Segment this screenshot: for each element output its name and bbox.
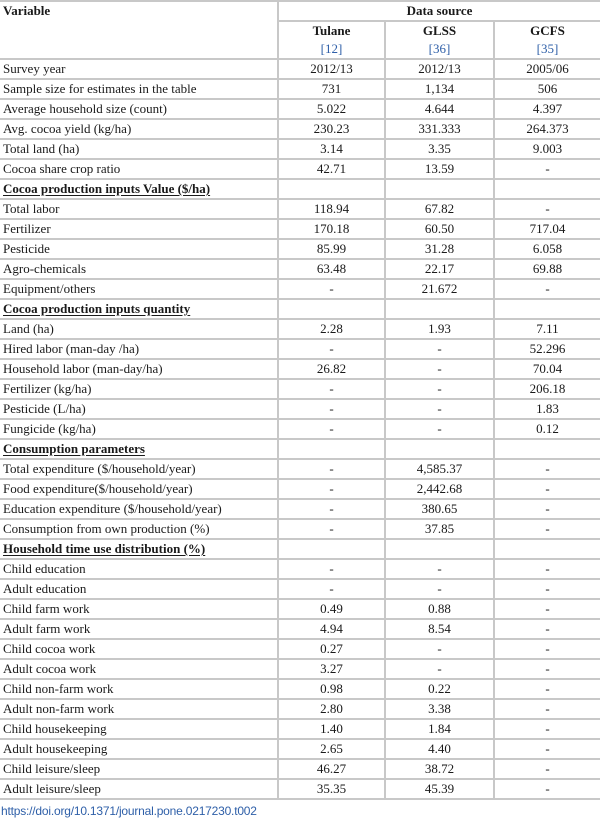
variable-cell [0, 619, 278, 639]
value-cell-tulane: 35.35 [278, 779, 385, 799]
source-name: GCFS [530, 23, 565, 38]
value-cell-tulane [278, 439, 385, 459]
value-cell-glss: 8.54 [385, 619, 494, 639]
variable-label: Education expenditure ($/household/year) [3, 501, 222, 516]
value-cell-gcfs: - [494, 519, 600, 539]
source-header-glss [385, 21, 494, 59]
value-cell-glss: 1.84 [385, 719, 494, 739]
variable-label: Survey year [3, 61, 66, 76]
table-row [0, 579, 600, 599]
variable-cell [0, 119, 278, 139]
value-cell-tulane: 170.18 [278, 219, 385, 239]
value-cell-glss: 0.88 [385, 599, 494, 619]
variable-cell [0, 779, 278, 799]
value-cell-glss: 60.50 [385, 219, 494, 239]
table-row [0, 719, 600, 739]
table-row [0, 779, 600, 799]
value-cell-gcfs: - [494, 659, 600, 679]
source-name: GLSS [422, 23, 457, 38]
variable-cell [0, 699, 278, 719]
variable-label: Hired labor (man-day /ha) [3, 341, 140, 356]
value-cell-gcfs: - [494, 559, 600, 579]
variable-label: Average household size (count) [3, 101, 168, 116]
variable-label: Pesticide (L/ha) [3, 401, 86, 416]
variable-cell [0, 639, 278, 659]
variable-label: Adult cocoa work [3, 661, 97, 676]
table-row [0, 599, 600, 619]
value-cell-glss: 4,585.37 [385, 459, 494, 479]
variable-cell [0, 79, 278, 99]
variable-cell [0, 459, 278, 479]
value-cell-gcfs: - [494, 719, 600, 739]
variable-cell [0, 99, 278, 119]
table-row [0, 699, 600, 719]
variable-label: Adult farm work [3, 621, 91, 636]
value-cell-tulane: 63.48 [278, 259, 385, 279]
variable-label: Fungicide (kg/ha) [3, 421, 96, 436]
value-cell-glss [385, 299, 494, 319]
value-cell-gcfs [494, 539, 600, 559]
variable-label: Child cocoa work [3, 641, 96, 656]
variable-label: Total expenditure ($/household/year) [3, 461, 196, 476]
section-label-cell [0, 299, 278, 319]
value-cell-gcfs: - [494, 159, 600, 179]
table-row [0, 99, 600, 119]
value-cell-gcfs: 4.397 [494, 99, 600, 119]
doi-link[interactable]: https://doi.org/10.1371/journal.pone.0217230.t002 [1, 804, 257, 818]
value-cell-gcfs: - [494, 479, 600, 499]
value-cell-gcfs: 69.88 [494, 259, 600, 279]
variable-cell [0, 279, 278, 299]
section-label-cell [0, 439, 278, 459]
value-cell-gcfs: 6.058 [494, 239, 600, 259]
table-row [0, 679, 600, 699]
variable-cell [0, 659, 278, 679]
table-row [0, 639, 600, 659]
section-label: Consumption parameters [3, 441, 145, 456]
value-cell-gcfs: 264.373 [494, 119, 600, 139]
value-cell-gcfs [494, 179, 600, 199]
source-header-tulane [278, 21, 385, 59]
variable-cell [0, 499, 278, 519]
value-cell-glss: 380.65 [385, 499, 494, 519]
table-header [0, 1, 600, 59]
table-row [0, 279, 600, 299]
value-cell-tulane [278, 179, 385, 199]
value-cell-tulane: - [278, 399, 385, 419]
variable-label: Child leisure/sleep [3, 761, 101, 776]
value-cell-tulane: 46.27 [278, 759, 385, 779]
variable-cell [0, 339, 278, 359]
value-cell-glss: - [385, 579, 494, 599]
value-cell-tulane: - [278, 559, 385, 579]
value-cell-tulane: 2.80 [278, 699, 385, 719]
value-cell-tulane: 731 [278, 79, 385, 99]
variable-cell [0, 259, 278, 279]
value-cell-glss: 331.333 [385, 119, 494, 139]
value-cell-gcfs [494, 299, 600, 319]
variable-cell [0, 599, 278, 619]
value-cell-gcfs: - [494, 619, 600, 639]
variable-cell [0, 519, 278, 539]
table-row [0, 759, 600, 779]
section-header-row [0, 439, 600, 459]
section-label: Cocoa production inputs Value ($/ha) [3, 181, 211, 196]
variable-cell [0, 739, 278, 759]
value-cell-tulane: 3.27 [278, 659, 385, 679]
value-cell-glss: - [385, 559, 494, 579]
section-label: Household time use distribution (%) [3, 541, 206, 556]
source-name: Tulane [312, 23, 351, 38]
variable-label: Agro-chemicals [3, 261, 87, 276]
value-cell-glss: 2,442.68 [385, 479, 494, 499]
variable-cell [0, 139, 278, 159]
variable-label: Fertilizer (kg/ha) [3, 381, 92, 396]
variable-cell [0, 479, 278, 499]
variable-cell [0, 159, 278, 179]
section-label-cell [0, 179, 278, 199]
table-row [0, 499, 600, 519]
variable-cell [0, 239, 278, 259]
value-cell-glss [385, 179, 494, 199]
value-cell-gcfs: 70.04 [494, 359, 600, 379]
variable-label: Household labor (man-day/ha) [3, 361, 163, 376]
value-cell-gcfs: - [494, 779, 600, 799]
table-row [0, 159, 600, 179]
value-cell-gcfs: - [494, 739, 600, 759]
value-cell-tulane: - [278, 279, 385, 299]
table-row [0, 79, 600, 99]
value-cell-gcfs: - [494, 679, 600, 699]
table-row [0, 399, 600, 419]
value-cell-glss: 4.40 [385, 739, 494, 759]
value-cell-gcfs: 717.04 [494, 219, 600, 239]
variable-label: Land (ha) [3, 321, 54, 336]
value-cell-tulane [278, 299, 385, 319]
table-row [0, 739, 600, 759]
variable-label: Total land (ha) [3, 141, 80, 156]
table-row [0, 139, 600, 159]
value-cell-gcfs: - [494, 279, 600, 299]
value-cell-glss: 13.59 [385, 159, 494, 179]
value-cell-gcfs: 7.11 [494, 319, 600, 339]
reference-link[interactable]: [36] [428, 41, 451, 56]
variable-cell [0, 719, 278, 739]
value-cell-tulane: 26.82 [278, 359, 385, 379]
variable-label: Consumption from own production (%) [3, 521, 210, 536]
table-row [0, 259, 600, 279]
value-cell-gcfs: - [494, 759, 600, 779]
section-label-cell [0, 539, 278, 559]
value-cell-gcfs: 0.12 [494, 419, 600, 439]
variable-cell [0, 419, 278, 439]
variable-cell [0, 219, 278, 239]
value-cell-glss: 3.38 [385, 699, 494, 719]
table-row [0, 659, 600, 679]
value-cell-glss: 0.22 [385, 679, 494, 699]
variable-label: Fertilizer [3, 221, 51, 236]
value-cell-gcfs [494, 439, 600, 459]
table-row [0, 339, 600, 359]
value-cell-tulane: 5.022 [278, 99, 385, 119]
section-header-row [0, 179, 600, 199]
value-cell-glss: 45.39 [385, 779, 494, 799]
value-cell-gcfs: 9.003 [494, 139, 600, 159]
value-cell-tulane: - [278, 379, 385, 399]
value-cell-tulane: 42.71 [278, 159, 385, 179]
table-row [0, 199, 600, 219]
value-cell-gcfs: 2005/06 [494, 59, 600, 79]
variable-cell [0, 319, 278, 339]
value-cell-gcfs: - [494, 639, 600, 659]
variable-cell [0, 559, 278, 579]
variable-cell [0, 579, 278, 599]
value-cell-glss [385, 539, 494, 559]
variable-label: Pesticide [3, 241, 50, 256]
value-cell-tulane: 2012/13 [278, 59, 385, 79]
header-row-group [0, 1, 600, 21]
variable-label: Adult housekeeping [3, 741, 108, 756]
section-header-row [0, 299, 600, 319]
value-cell-tulane: 0.98 [278, 679, 385, 699]
value-cell-tulane: 230.23 [278, 119, 385, 139]
variable-label: Cocoa share crop ratio [3, 161, 121, 176]
section-label: Cocoa production inputs quantity [3, 301, 191, 316]
value-cell-tulane: 2.28 [278, 319, 385, 339]
value-cell-gcfs: - [494, 599, 600, 619]
reference-link[interactable]: [35] [536, 41, 559, 56]
variable-label: Child farm work [3, 601, 90, 616]
variable-label: Total labor [3, 201, 60, 216]
value-cell-gcfs: - [494, 499, 600, 519]
table-row [0, 619, 600, 639]
value-cell-glss: 1,134 [385, 79, 494, 99]
value-cell-gcfs: 1.83 [494, 399, 600, 419]
table-row [0, 419, 600, 439]
variable-cell [0, 199, 278, 219]
value-cell-gcfs: - [494, 459, 600, 479]
table-row [0, 359, 600, 379]
reference-link[interactable]: [12] [320, 41, 343, 56]
table-row [0, 479, 600, 499]
value-cell-glss [385, 439, 494, 459]
value-cell-glss: - [385, 339, 494, 359]
value-cell-gcfs: 206.18 [494, 379, 600, 399]
table-row [0, 59, 600, 79]
section-header-row [0, 539, 600, 559]
value-cell-tulane: - [278, 479, 385, 499]
value-cell-glss: - [385, 359, 494, 379]
value-cell-tulane: 118.94 [278, 199, 385, 219]
variable-label: Avg. cocoa yield (kg/ha) [3, 121, 132, 136]
value-cell-glss: 37.85 [385, 519, 494, 539]
value-cell-glss: 22.17 [385, 259, 494, 279]
value-cell-glss: - [385, 379, 494, 399]
value-cell-tulane: - [278, 499, 385, 519]
value-cell-glss: 2012/13 [385, 59, 494, 79]
value-cell-glss: - [385, 419, 494, 439]
table-row [0, 119, 600, 139]
table-row [0, 559, 600, 579]
value-cell-gcfs: 52.296 [494, 339, 600, 359]
variable-cell [0, 399, 278, 419]
value-cell-gcfs: - [494, 199, 600, 219]
variable-label: Sample size for estimates in the table [3, 81, 197, 96]
value-cell-tulane: - [278, 339, 385, 359]
value-cell-tulane: 85.99 [278, 239, 385, 259]
variable-cell [0, 59, 278, 79]
value-cell-tulane: 0.27 [278, 639, 385, 659]
value-cell-gcfs: - [494, 579, 600, 599]
value-cell-glss: - [385, 399, 494, 419]
table-row [0, 219, 600, 239]
value-cell-glss: 1.93 [385, 319, 494, 339]
table-row [0, 319, 600, 339]
value-cell-glss: - [385, 639, 494, 659]
variable-label: Child education [3, 561, 86, 576]
value-cell-glss: 38.72 [385, 759, 494, 779]
variable-label: Adult leisure/sleep [3, 781, 101, 796]
value-cell-glss: 3.35 [385, 139, 494, 159]
variable-cell [0, 359, 278, 379]
variable-label: Child housekeeping [3, 721, 107, 736]
value-cell-tulane: - [278, 519, 385, 539]
value-cell-tulane: 3.14 [278, 139, 385, 159]
value-cell-gcfs: 506 [494, 79, 600, 99]
value-cell-glss: 67.82 [385, 199, 494, 219]
value-cell-tulane: - [278, 419, 385, 439]
variable-cell [0, 759, 278, 779]
table-row [0, 239, 600, 259]
variable-cell [0, 379, 278, 399]
variable-cell [0, 679, 278, 699]
variable-label: Adult education [3, 581, 87, 596]
value-cell-glss: 4.644 [385, 99, 494, 119]
source-header-gcfs [494, 21, 600, 59]
table-body [0, 59, 600, 799]
value-cell-glss: 21.672 [385, 279, 494, 299]
table-row [0, 379, 600, 399]
value-cell-tulane: 1.40 [278, 719, 385, 739]
variable-label: Equipment/others [3, 281, 96, 296]
variable-label: Child non-farm work [3, 681, 114, 696]
table-row [0, 459, 600, 479]
value-cell-gcfs: - [494, 699, 600, 719]
value-cell-tulane: 0.49 [278, 599, 385, 619]
value-cell-tulane: - [278, 579, 385, 599]
value-cell-glss: 31.28 [385, 239, 494, 259]
variable-label: Adult non-farm work [3, 701, 115, 716]
data-source-group-header: Data source [278, 1, 600, 21]
table-row [0, 519, 600, 539]
value-cell-glss: - [385, 659, 494, 679]
variable-label: Food expenditure($/household/year) [3, 481, 193, 496]
variable-column-header: Variable [0, 1, 278, 59]
value-cell-tulane [278, 539, 385, 559]
value-cell-tulane: 2.65 [278, 739, 385, 759]
value-cell-tulane: 4.94 [278, 619, 385, 639]
value-cell-tulane: - [278, 459, 385, 479]
